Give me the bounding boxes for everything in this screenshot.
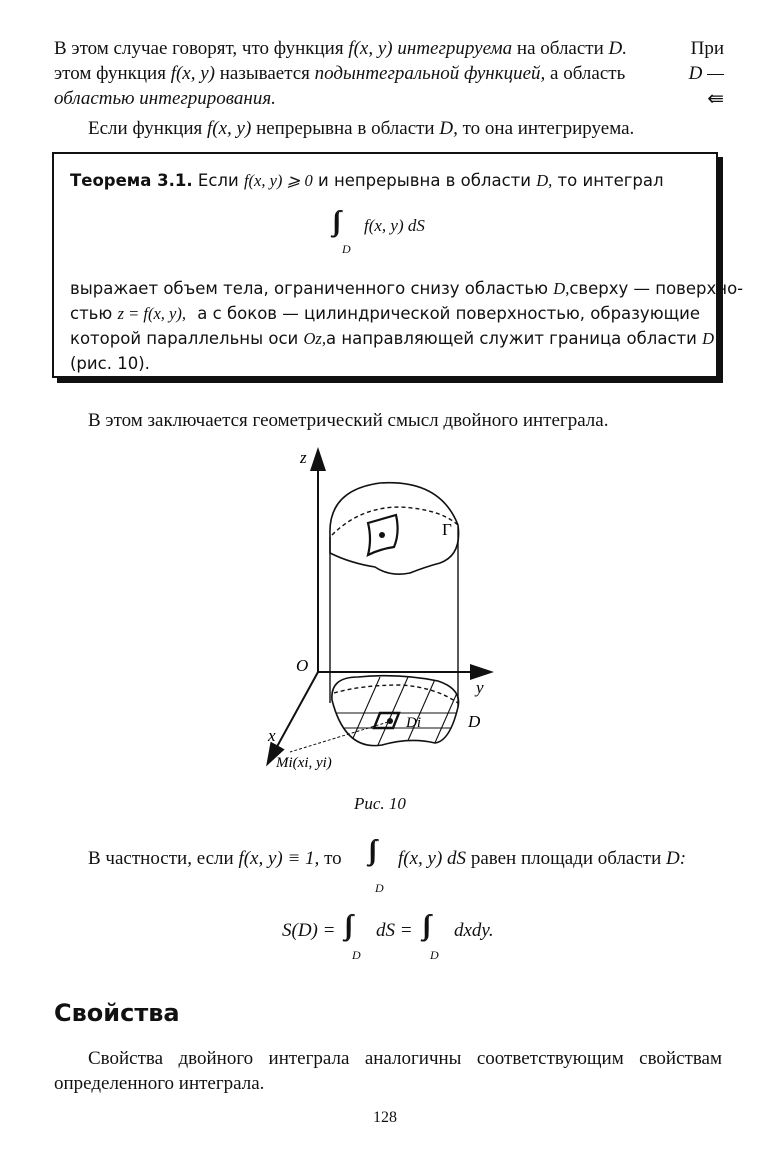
math-d: D, xyxy=(439,118,458,139)
text: непрерывна в области xyxy=(256,118,435,139)
integral-subscript: D xyxy=(375,881,384,895)
formula-ds: dS = xyxy=(376,920,413,941)
z-label: z xyxy=(300,448,307,467)
formula-lhs: S(D) = xyxy=(282,920,336,941)
math-fxy: f(x, y) xyxy=(348,38,393,59)
math-d: D. xyxy=(608,38,628,59)
math-d: D: xyxy=(666,848,687,869)
x-axis xyxy=(268,672,318,763)
theorem-box xyxy=(52,152,744,378)
term-integrand: подынтегральной функцией, xyxy=(314,63,546,84)
back-arrow-icon[interactable]: ⇚ xyxy=(707,86,724,110)
text: Если функция xyxy=(88,118,203,139)
text: а с боков — цилиндрической поверхностью, образующие xyxy=(197,304,700,323)
point-mi xyxy=(387,718,393,724)
intro-paragraph xyxy=(54,36,724,111)
d-label: D xyxy=(468,712,481,731)
text: которой параллельны оси xyxy=(70,329,299,348)
theorem-body xyxy=(70,276,744,376)
mi-leader xyxy=(290,722,388,752)
double-integral-sign: ∫∫ xyxy=(344,910,348,941)
intro-line-2 xyxy=(54,61,724,86)
text: выражает объем тела, ограниченного снизу областью xyxy=(70,279,549,298)
area-formula xyxy=(282,910,522,962)
integrand: f(x, y) dS xyxy=(398,848,467,869)
intro-text: При xyxy=(690,38,724,59)
figure-caption: Рис. 10 xyxy=(354,794,406,813)
math-condition: f(x, y) ⩾ 0 xyxy=(243,171,313,190)
text: а направляющей служит граница области xyxy=(325,329,697,348)
math-d: D, xyxy=(553,279,570,298)
text: то она интегрируема. xyxy=(462,118,635,139)
math-condition: f(x, y) ≡ 1, xyxy=(238,848,320,869)
integral-subscript: D xyxy=(430,948,439,962)
figure-10 xyxy=(250,445,510,780)
math-d: D xyxy=(702,329,715,348)
y-label: y xyxy=(476,678,484,697)
special-case xyxy=(88,835,728,896)
intro-line-1 xyxy=(54,36,724,61)
properties-text: Свойства двойного интеграла аналогичны соответствующим свойствам определенного интеграла. xyxy=(54,1048,722,1094)
region-d-dashed xyxy=(334,685,458,703)
integrand: f(x, y) dS xyxy=(364,216,425,235)
figure-reference: (рис. 10). xyxy=(70,354,150,373)
x-label: x xyxy=(268,726,276,745)
intro-text: на области xyxy=(516,38,604,59)
origin-label: O xyxy=(296,656,309,675)
theorem-line xyxy=(70,276,744,301)
math-equation: z = f(x, y), xyxy=(117,304,186,323)
top-surface xyxy=(330,483,459,574)
double-integral-sign: ∫∫ xyxy=(368,835,372,866)
integral-subscript: D xyxy=(352,948,361,962)
formula-dxdy: dxdy. xyxy=(454,920,494,941)
intro-text: этом функция xyxy=(54,63,166,84)
text: Если xyxy=(197,171,239,190)
text: В частности, если xyxy=(88,848,234,869)
section-title: Свойства xyxy=(54,999,180,1027)
theorem-title: Теорема 3.1. xyxy=(70,171,193,190)
double-integral-sign: ∫∫ xyxy=(422,910,426,941)
top-point xyxy=(379,532,385,538)
math-fxy: f(x, y) xyxy=(207,118,252,139)
integral-subscript: D xyxy=(342,242,351,256)
theorem-line xyxy=(70,301,700,326)
term-domain: областью интегрирования. xyxy=(54,88,276,109)
gamma-label: Г xyxy=(442,520,452,539)
theorem-line-1 xyxy=(70,168,664,193)
intro-text: В этом случае говорят, что функция xyxy=(54,38,344,59)
di-label: Di xyxy=(406,715,421,731)
geometric-meaning: В этом заключается геометрический смысл двойного интеграла. xyxy=(88,410,609,431)
math-d: D — xyxy=(688,63,724,84)
text: и непрерывна в области xyxy=(317,171,531,190)
math-d: D, xyxy=(536,171,553,190)
intro-text: а область xyxy=(550,63,626,84)
text: стью xyxy=(70,304,113,323)
text: то интеграл xyxy=(557,171,664,190)
region-grid xyxy=(330,677,465,745)
double-integral-sign: ∫∫ xyxy=(332,206,336,237)
top-boundary-dashed xyxy=(332,507,458,535)
continuity-sentence xyxy=(88,116,634,141)
math-axis: Oz, xyxy=(303,329,326,348)
text: сверху — поверхно- xyxy=(569,279,744,298)
text: равен площади области xyxy=(470,848,662,869)
theorem-integral xyxy=(332,204,492,256)
term-integrable: интегрируема xyxy=(397,38,513,59)
region-d xyxy=(332,676,459,746)
text: то xyxy=(324,848,342,869)
page-number: 128 xyxy=(373,1109,397,1126)
theorem-line xyxy=(70,326,715,351)
mi-label: Mi(xi, yi) xyxy=(276,755,332,771)
math-fxy: f(x, y) xyxy=(170,63,215,84)
intro-line-3 xyxy=(54,86,724,111)
intro-text: называется xyxy=(219,63,310,84)
